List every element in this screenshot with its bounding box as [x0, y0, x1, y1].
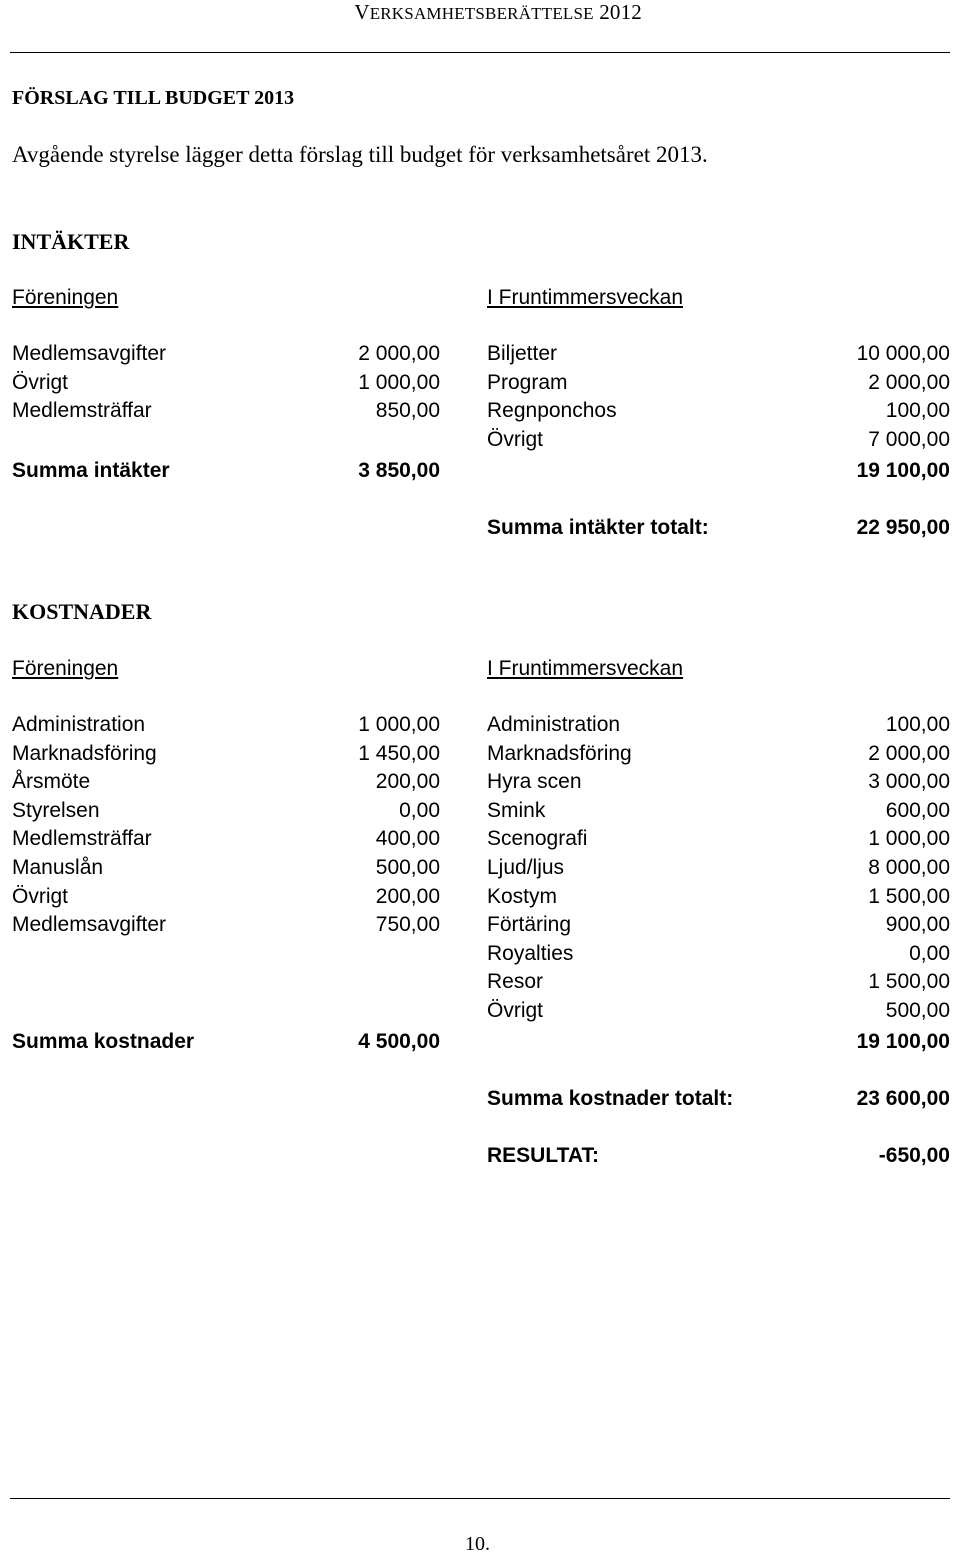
- income-left-list: [12, 340, 440, 426]
- item-label: Kostym: [487, 884, 558, 908]
- list-item: [12, 740, 440, 769]
- list-item: [487, 340, 950, 369]
- section-title: FÖRSLAG TILL BUDGET 2013: [12, 87, 295, 109]
- costs-total-label: Summa kostnader totalt:: [487, 1087, 734, 1110]
- item-value: 600,00: [885, 798, 950, 822]
- item-label: Administration: [12, 713, 146, 736]
- item-value: 2 000,00: [358, 342, 440, 365]
- list-item: [12, 340, 440, 369]
- item-label: Biljetter: [487, 342, 558, 365]
- list-item: [487, 968, 950, 997]
- item-label: Program: [487, 370, 568, 394]
- item-value: 850,00: [375, 399, 440, 423]
- header-rule: [10, 52, 950, 53]
- item-label: Övrigt: [12, 370, 69, 394]
- footer-rule: [10, 1498, 950, 1499]
- item-label: Medlemsavgifter: [12, 913, 167, 937]
- item-value: 0,00: [399, 798, 440, 822]
- item-label: Medlemsträffar: [12, 399, 152, 423]
- header-year: 2012: [593, 0, 642, 24]
- list-item: [12, 854, 440, 883]
- item-value: 1 450,00: [358, 741, 440, 765]
- item-label: Marknadsföring: [12, 741, 157, 765]
- item-value: 1 500,00: [868, 970, 950, 994]
- item-label: Årsmöte: [12, 770, 91, 794]
- list-item: [12, 397, 440, 426]
- item-label: Hyra scen: [487, 770, 582, 794]
- income-left-heading: Föreningen: [12, 286, 119, 309]
- list-item: [487, 825, 950, 854]
- list-item: [487, 997, 950, 1026]
- item-value: 100,00: [885, 713, 950, 736]
- list-item: [12, 911, 440, 940]
- costs-left-heading: Föreningen: [12, 657, 119, 680]
- item-label: Manuslån: [12, 855, 104, 879]
- costs-total-value: 23 600,00: [856, 1087, 950, 1110]
- item-value: 2 000,00: [868, 741, 950, 765]
- list-item: [487, 711, 950, 740]
- list-item: [12, 768, 440, 797]
- item-value: 2 000,00: [868, 370, 950, 394]
- item-label: Övrigt: [487, 427, 544, 451]
- income-right-heading: I Fruntimmersveckan: [487, 286, 684, 309]
- list-item: [487, 911, 950, 940]
- item-label: Royalties: [487, 941, 574, 965]
- item-label: Resor: [487, 970, 544, 994]
- item-value: 500,00: [375, 855, 440, 879]
- list-item: [12, 825, 440, 854]
- item-value: 400,00: [375, 827, 440, 851]
- list-item: [487, 369, 950, 398]
- income-right-list: [487, 340, 950, 454]
- income-right-sum: 19 100,00: [856, 459, 950, 482]
- item-value: 1 500,00: [868, 884, 950, 908]
- page-header: [354, 2, 642, 23]
- list-item: [487, 940, 950, 969]
- item-label: Övrigt: [12, 884, 69, 908]
- item-label: Regnponchos: [487, 399, 617, 423]
- header-title: ERKSAMHETSBERÄTTELSE: [369, 4, 594, 23]
- item-value: 100,00: [885, 399, 950, 423]
- item-value: 900,00: [885, 913, 950, 937]
- item-value: 10 000,00: [856, 342, 950, 365]
- list-item: [487, 397, 950, 426]
- list-item: [487, 883, 950, 912]
- header-initial: V: [354, 0, 370, 24]
- item-value: 8 000,00: [868, 855, 950, 879]
- income-left-sum: 3 850,00: [358, 459, 440, 482]
- item-value: 200,00: [375, 770, 440, 794]
- item-value: 1 000,00: [868, 827, 950, 851]
- list-item: [12, 797, 440, 826]
- costs-heading: KOSTNADER: [12, 599, 152, 624]
- income-total-value: 22 950,00: [856, 516, 950, 539]
- intro-text: Avgående styrelse lägger detta förslag till budget för verksamhetsåret 2013.: [12, 142, 708, 167]
- income-heading: INTÄKTER: [12, 229, 130, 254]
- item-value: 0,00: [909, 941, 950, 965]
- list-item: [487, 426, 950, 455]
- item-label: Övrigt: [487, 998, 544, 1022]
- item-label: Marknadsföring: [487, 741, 632, 765]
- item-label: Smink: [487, 798, 546, 822]
- costs-left-sum: 4 500,00: [358, 1030, 440, 1053]
- costs-sum-label: Summa kostnader: [12, 1030, 195, 1053]
- income-total-label: Summa intäkter totalt:: [487, 516, 709, 539]
- costs-left-list: [12, 711, 440, 940]
- list-item: [487, 740, 950, 769]
- costs-right-list: [487, 711, 950, 1026]
- item-label: Scenografi: [487, 827, 588, 851]
- item-label: Medlemsträffar: [12, 827, 152, 851]
- income-sum-label: Summa intäkter: [12, 459, 170, 482]
- item-label: Styrelsen: [12, 798, 100, 822]
- list-item: [12, 711, 440, 740]
- list-item: [487, 854, 950, 883]
- result-label: RESULTAT:: [487, 1144, 599, 1167]
- costs-right-heading: I Fruntimmersveckan: [487, 657, 684, 680]
- costs-right-sum: 19 100,00: [856, 1030, 950, 1053]
- list-item: [12, 883, 440, 912]
- list-item: [487, 797, 950, 826]
- item-label: Ljud/ljus: [487, 855, 565, 879]
- list-item: [12, 369, 440, 398]
- item-value: 7 000,00: [868, 427, 950, 451]
- item-value: 1 000,00: [358, 370, 440, 394]
- item-value: 750,00: [375, 913, 440, 937]
- item-value: 3 000,00: [868, 770, 950, 794]
- page-number: 10.: [465, 1533, 490, 1555]
- item-value: 500,00: [885, 998, 950, 1022]
- result-value: -650,00: [878, 1144, 950, 1167]
- item-value: 1 000,00: [358, 713, 440, 736]
- item-label: Medlemsavgifter: [12, 342, 167, 365]
- item-label: Administration: [487, 713, 621, 736]
- list-item: [487, 768, 950, 797]
- item-value: 200,00: [375, 884, 440, 908]
- item-label: Förtäring: [487, 913, 572, 937]
